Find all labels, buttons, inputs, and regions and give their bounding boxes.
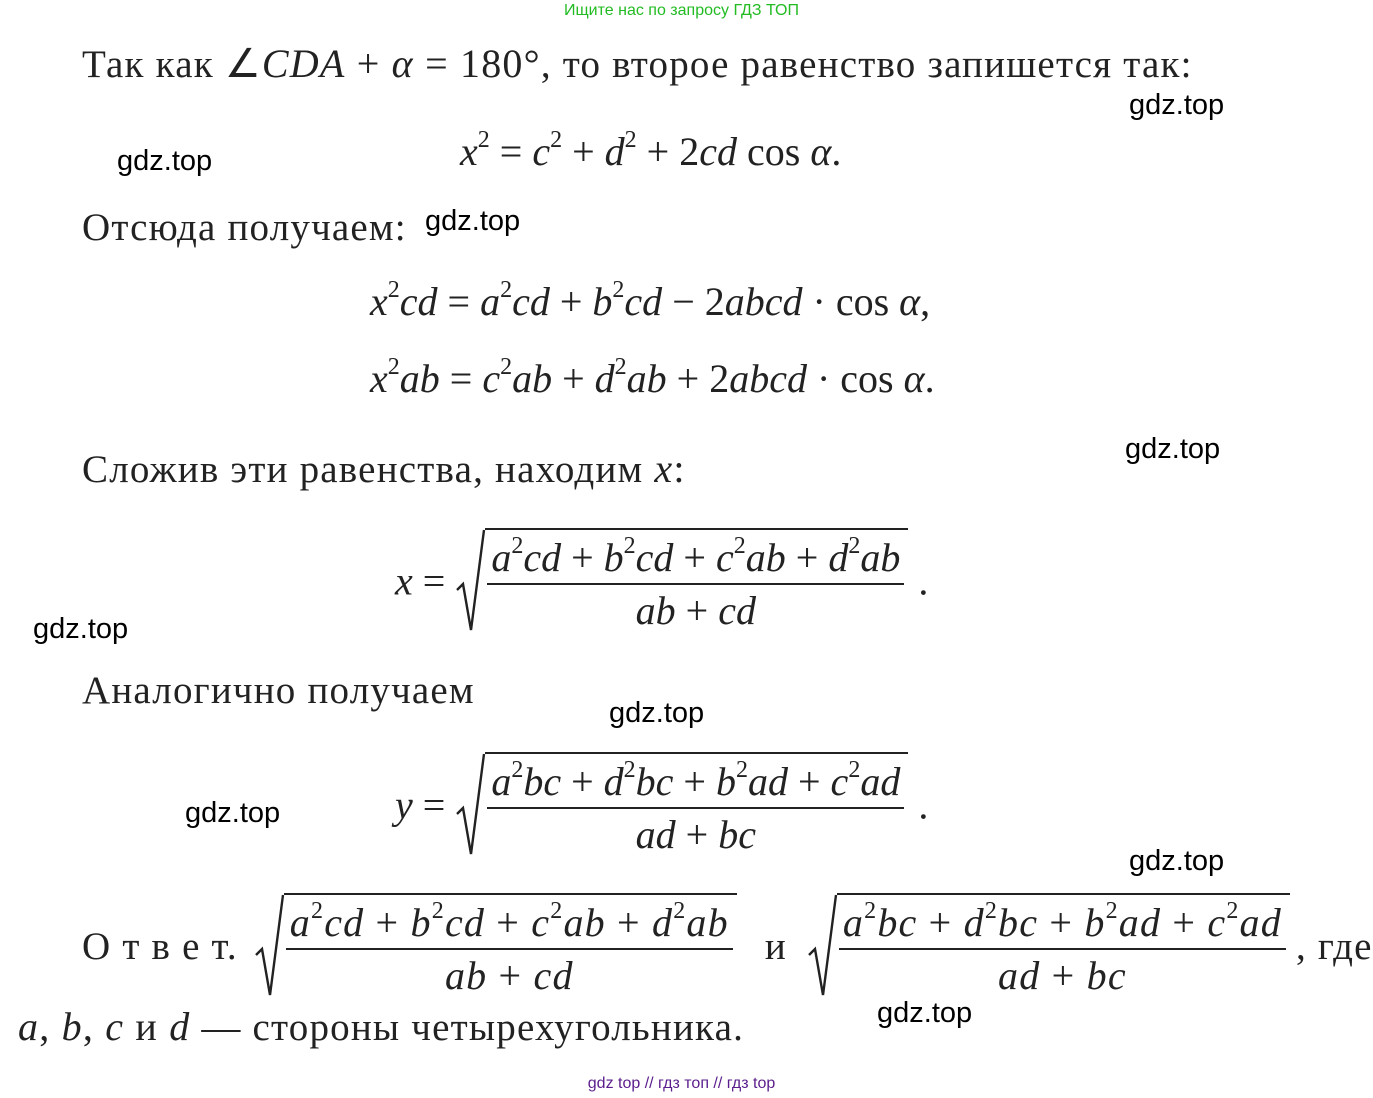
- formula-x2cd: $x^2cd = a^2cd + b^2cd$ − 2abcd · cos α,: [370, 277, 931, 324]
- sqrt-x: $\frac{a^2cd + b^2cd + c^2ab + d^2ab}{ab + cd}$: [455, 528, 908, 634]
- search-hint-banner: Ищите нас по запросу ГДЗ ТОП: [564, 2, 799, 19]
- p1-text-after: , то второе равенство запишется так:: [540, 43, 1193, 86]
- answer-line: [82, 893, 1373, 999]
- watermark: gdz.top: [1129, 89, 1225, 121]
- paragraph-2: Отсюда получаем:: [82, 206, 407, 249]
- radical-sign-icon: [254, 893, 284, 999]
- watermark: gdz.top: [185, 797, 281, 829]
- sides-variables: a, b, c и d: [18, 1004, 191, 1049]
- answer-sqrt-y: $\frac{a^2bc + d^2bc + b^2ad + c^2ad}{ad + bc}$: [807, 893, 1290, 999]
- watermark: gdz.top: [425, 205, 521, 237]
- radical-sign-icon: [455, 528, 485, 634]
- watermark: gdz.top: [609, 697, 705, 729]
- watermark: gdz.top: [1129, 845, 1225, 877]
- radical-sign-icon: [807, 893, 837, 999]
- sqrt-y: $\frac{a^2bc + d^2bc + b^2ad + c^2ad}{ad + bc}$: [455, 752, 908, 858]
- formula-x-squared: $x^2 = c^2 + d^2 + 2cd$ cos α.: [460, 127, 842, 174]
- watermark: gdz.top: [1125, 433, 1221, 465]
- p1-text-before: Так как: [82, 43, 214, 86]
- formula-y-sqrt: y = $\frac{a^2bc + d^2bc + b^2ad + c^2ad}{ad + bc}$ .: [395, 752, 928, 858]
- paragraph-3: [82, 445, 686, 492]
- last-line-text: — стороны четырехугольника.: [201, 1006, 745, 1049]
- last-line: [18, 1003, 744, 1050]
- answer-and: и: [764, 924, 787, 968]
- paragraph-4: Аналогично получаем: [82, 669, 475, 712]
- watermark: gdz.top: [33, 613, 129, 645]
- paragraph-1: [82, 40, 1193, 87]
- formula-x2ab: $x^2ab = c^2ab + d^2ab$ + 2abcd · cos α.: [370, 354, 935, 401]
- angle-equation: ∠CDA + α = 180°: [224, 41, 541, 86]
- answer-where: , где: [1295, 924, 1373, 968]
- watermark: gdz.top: [877, 997, 973, 1029]
- watermark: gdz.top: [117, 145, 213, 177]
- answer-label: О т в е т.: [82, 924, 238, 968]
- formula-x-sqrt: x = $\frac{a^2cd + b^2cd + c^2ab + d^2ab}{ab + cd}$ .: [395, 528, 928, 634]
- footer-links[interactable]: gdz top // гдз топ // гдз top: [587, 1075, 776, 1092]
- p3-text: Сложив эти равенства, находим: [82, 448, 644, 491]
- answer-sqrt-x: $\frac{a^2cd + b^2cd + c^2ab + d^2ab}{ab + cd}$: [254, 893, 737, 999]
- radical-sign-icon: [455, 752, 485, 858]
- var-x: x:: [654, 446, 686, 491]
